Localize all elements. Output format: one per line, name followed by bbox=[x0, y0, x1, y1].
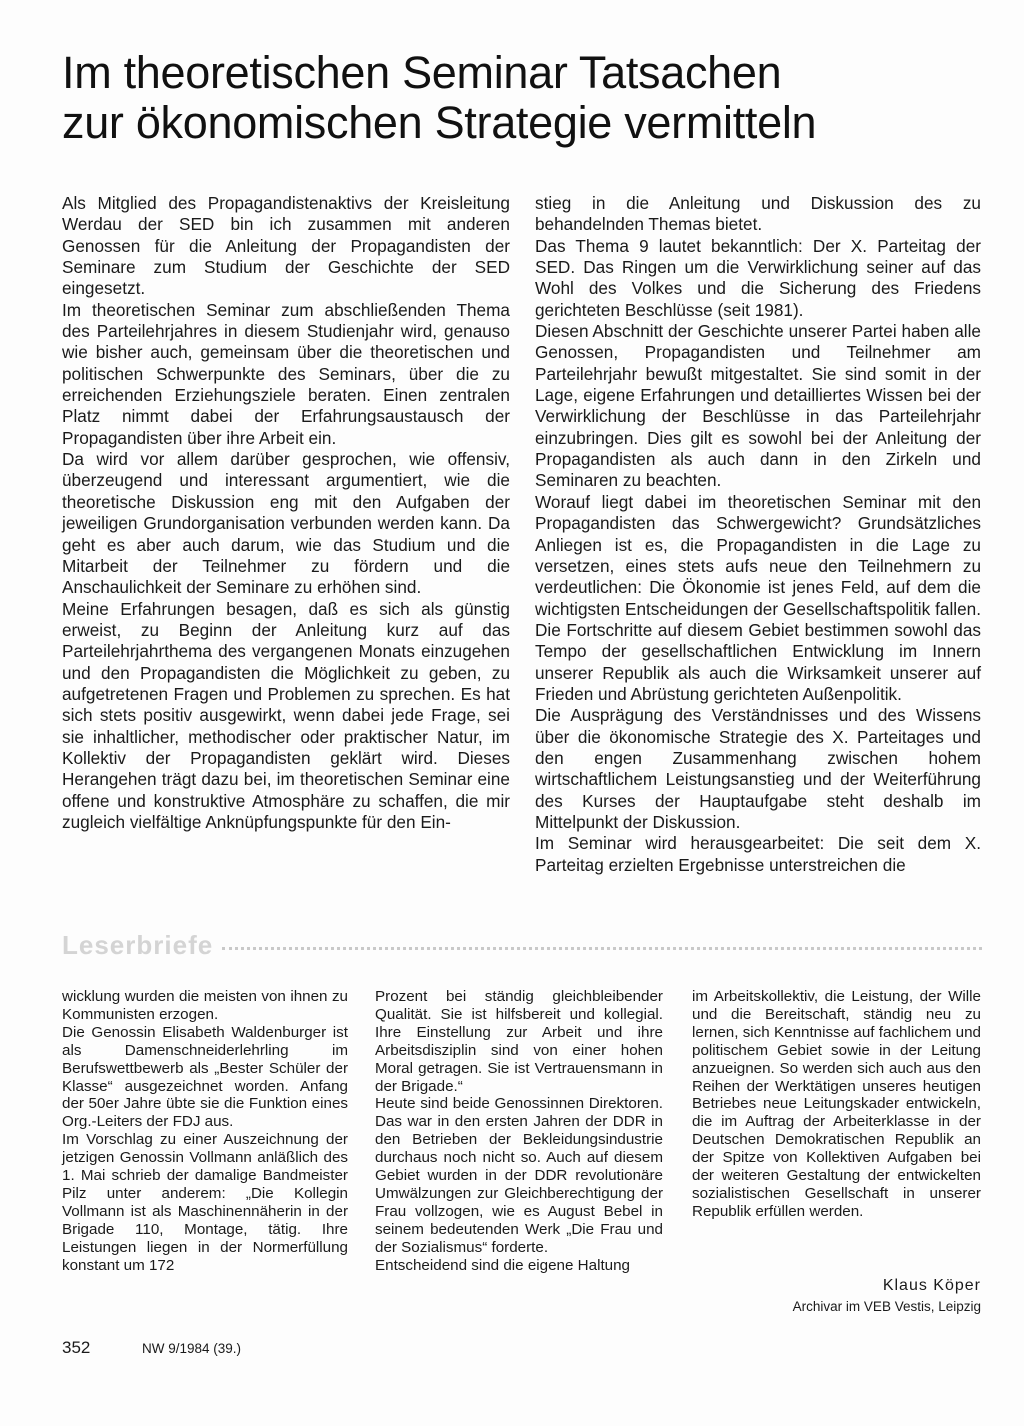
letter-paragraph: Entscheidend sind die eigene Haltung bbox=[375, 1256, 630, 1274]
section-label: Leserbriefe bbox=[62, 930, 214, 960]
article-paragraph: Im theoretischen Seminar zum abschließenden Thema des Parteilehrjahres in diesem Studienjahr wird, genauso wie bisher auch, gemeinsam über die theoretischen und politischen Schwerpunkte des Seminars, über die zu erreichenden Erziehungsziele beraten. Einen zentralen Platz nimmt dabei der Erfahrungsaustausch der Propagandisten über ihre Arbeit ein. bbox=[62, 299, 510, 448]
article-column-right bbox=[535, 193, 981, 876]
author-name: Klaus Köper bbox=[882, 1277, 981, 1294]
article-column-left bbox=[62, 193, 510, 833]
article-paragraph: Als Mitglied des Propagandistenaktivs der Kreisleitung Werdau der SED bin ich zusammen mit anderen Genossen für die Anleitung der Propagandisten der Seminare zum Studium der Geschichte der SED eingesetzt. bbox=[62, 193, 510, 299]
article-paragraph: stieg in die Anleitung und Diskussion des zu behandelnden Themas bietet. bbox=[535, 193, 981, 235]
author-affiliation: Archivar im VEB Vestis, Leipzig bbox=[792, 1299, 981, 1314]
signature-block bbox=[793, 1276, 981, 1318]
letter-paragraph: Die Genossin Elisabeth Waldenburger ist als Damenschneiderlehrling im Berufswettbewerb als „Bester Schüler der Klasse“ ausgezeichnet worden. Anfang der 50er Jahre übte sie die Funktion eines Org.-Leiters der FDJ aus. bbox=[62, 1023, 348, 1131]
title-line-1: Im theoretischen Seminar Tatsachen bbox=[62, 47, 782, 98]
article-paragraph: Im Seminar wird herausgearbeitet: Die seit dem X. Parteitag erzielten Ergebnisse unterstreichen die bbox=[535, 833, 981, 875]
page-number: 352 bbox=[62, 1338, 91, 1357]
title-line-2: zur ökonomischen Strategie vermitteln bbox=[62, 97, 817, 148]
issue-info: NW 9/1984 (39.) bbox=[142, 1341, 242, 1356]
letter-column-1 bbox=[62, 988, 348, 1275]
letter-paragraph: Prozent bei ständig gleichbleibender Qualität. Sie ist hilfsbereit und kollegial. Ihre Einstellung zur Arbeit und ihre Arbeitsdisziplin sind von einer hohen Moral getragen. Sie ist Vertrauensmann in der Brigade.“ bbox=[375, 988, 663, 1095]
article-paragraph: Die Ausprägung des Verständnisses und des Wissens über die ökonomische Strategie des X. Parteitages und den engen Zusammenhang zwischen hohem wirtschaftlichem Leistungsanstieg und der Weiterführung des Kurses der Hauptaufgabe steht deshalb im Mittelpunkt der Diskussion. bbox=[535, 705, 981, 832]
letter-column-3 bbox=[692, 988, 981, 1221]
article-paragraph: Diesen Abschnitt der Geschichte unserer Partei haben alle Genossen, Propagandisten und Teilnehmer am Parteilehrjahr bewußt mitgestaltet. Sie sind somit in der Lage, eigene Erfahrungen und detailliertes Wissen bei der Verwirklichung der Beschlüsse in das Parteilehrjahr einzubringen. Dies gilt es sowohl bei der Anleitung der Propagandisten als auch dann in den Zirkeln und Seminaren zu beachten. bbox=[535, 321, 981, 491]
section-divider bbox=[222, 947, 982, 950]
article-paragraph: Das Thema 9 lautet bekanntlich: Der X. Parteitag der SED. Das Ringen um die Verwirklichung seiner auf das Wohl des Volkes und die Sicherung des Friedens gerichteten Beschlüsse (seit 1981). bbox=[535, 235, 981, 320]
article-paragraph: Worauf liegt dabei im theoretischen Seminar mit den Propagandisten das Schwergewicht? Grundsätzliches Anliegen ist es, die Propagandisten in die Lage zu versetzen, eines stets aufs neue den Teilnehmern zu verdeutlichen: Die Ökonomie ist jenes Feld, auf dem die wichtigsten Entscheidungen der Gesellschaftspolitik fallen. Die Fortschritte auf diesem Gebiet bestimmen sowohl das Tempo der gesellschaftlichen Entwicklung im Innern unserer Republik als auch die Wirksamkeit unserer auf Frieden und Abrüstung gerichteten Außenpolitik. bbox=[535, 491, 981, 704]
article-paragraph: Meine Erfahrungen besagen, daß es sich als günstig erweist, zu Beginn der Anleitung kurz auf das Parteilehrjahrthema des vergangenen Monats einzugehen und den Propagandisten die Möglichkeit zu geben, zu aufgetretenen Fragen und Problemen zu sprechen. Es hat sich stets positiv ausgewirkt, wenn dabei jede Frage, sei sie inhaltlicher, methodischer oder praktischer Natur, im Kollektiv der Propagandisten geklärt wird. Dieses Herangehen trägt dazu bei, im theoretischen Seminar eine offene und konstruktive Atmosphäre zu schaffen, die mir zugleich vielfältige Anknüpfungspunkte für den Ein- bbox=[62, 598, 510, 832]
letter-column-2 bbox=[375, 988, 663, 1275]
letter-paragraph: Im Vorschlag zu einer Auszeichnung der jetzigen Genossin Vollmann anläßlich des 1. Mai schrieb der damalige Bandmeister Pilz unter anderem: „Die Kollegin Vollmann ist als Maschinennäherin in der Brigade 110, Montage, tätig. Ihre Leistungen liegen in der Normerfüllung konstant um 172 bbox=[62, 1131, 348, 1274]
section-header bbox=[62, 930, 982, 964]
letter-paragraph: im Arbeitskollektiv, die Leistung, der Wille und die Bereitschaft, ständig neu zu lernen, sich Kenntnisse auf fachlichem und politischem Gebiet sowie in der Leitung anzueignen. So werden sich auch aus den Reihen der Werktätigen unseres heutigen Betriebes neue Leitungskader entwickeln, die im Auftrag der Arbeiterklasse in der Deutschen Demokratischen Republik an der Spitze von Kollektiven Aufgaben bei der weiteren Gestaltung der entwickelten sozialistischen Gesellschaft in unserer Republik erfüllen werden. bbox=[692, 988, 981, 1220]
article-paragraph: Da wird vor allem darüber gesprochen, wie offensiv, überzeugend und interessant argumentiert, wie die theoretische Diskussion eng mit den Aufgaben der jeweiligen Grundorganisation verbunden werden kann. Da geht es aber auch darum, wie das Studium und die Mitarbeit der Teilnehmer zu fördern und die Anschaulichkeit der Seminare zu erhöhen sind. bbox=[62, 449, 510, 598]
letter-paragraph: Heute sind beide Genossinnen Direktoren. Das war in den ersten Jahren der DDR in den Betrieben der Bekleidungsindustrie durchaus noch nicht so. Auch auf diesem Gebiet wurden in der DDR revolutionäre Umwälzungen zur Gleichberechtigung der Frau vollzogen, wie es August Bebel in seinem bedeutenden Werk „Die Frau und der Sozialismus“ forderte. bbox=[375, 1095, 663, 1256]
page-title bbox=[62, 48, 962, 148]
letter-paragraph: wicklung wurden die meisten von ihnen zu Kommunisten erzogen. bbox=[62, 988, 348, 1023]
